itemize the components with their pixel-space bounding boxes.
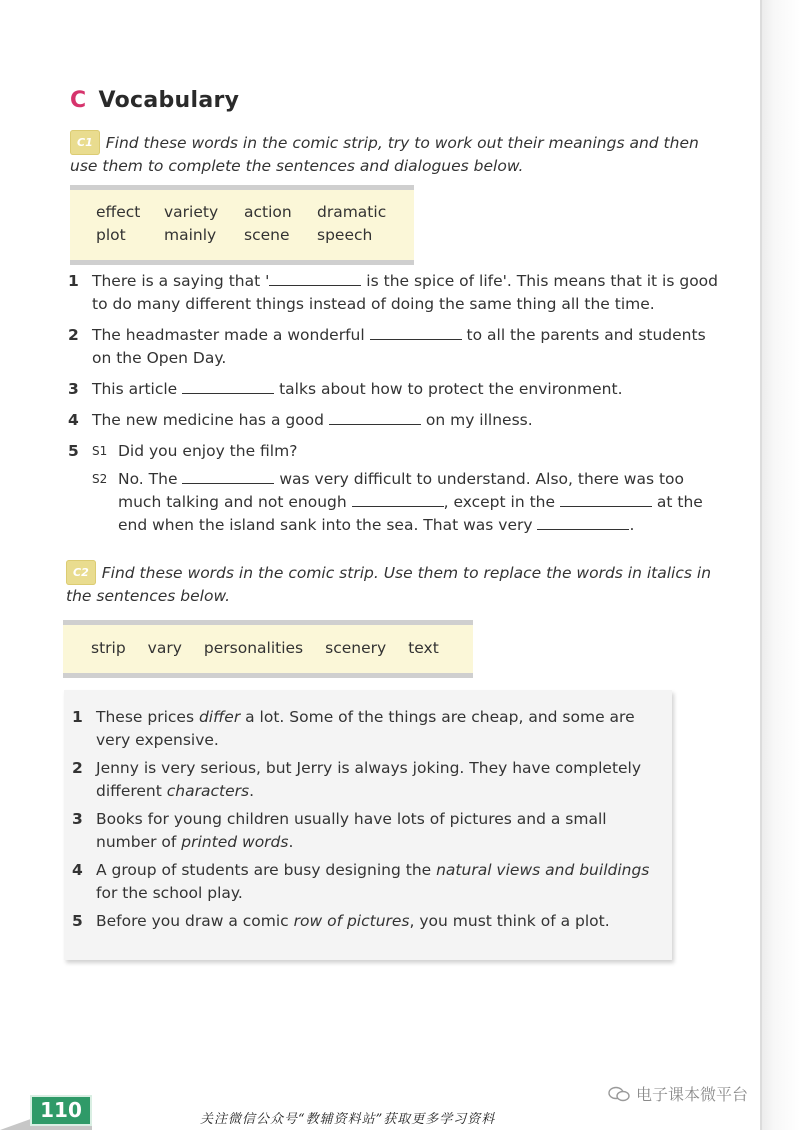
item-number: 4	[72, 861, 83, 879]
watermark	[608, 1082, 748, 1105]
italic-phrase: printed words	[181, 833, 289, 851]
c2-tag: C2	[66, 560, 96, 585]
word-option: dramatic	[317, 203, 387, 221]
word-option: plot	[96, 226, 126, 244]
item-number: 5	[72, 912, 83, 930]
c1-item-5	[68, 440, 728, 537]
item-number: 4	[68, 411, 79, 429]
item-number: 5	[68, 442, 79, 460]
speaker-label: S2	[92, 472, 108, 486]
word-option: vary	[147, 639, 182, 657]
section-title	[70, 88, 239, 113]
answer-blank[interactable]	[182, 469, 274, 484]
word-option: personalities	[203, 639, 304, 657]
item-text: A group of students are busy designing the	[96, 861, 437, 879]
dialogue-s1	[92, 440, 728, 463]
c2-items	[72, 706, 662, 938]
italic-phrase: row of pictures	[293, 912, 410, 930]
item-number: 1	[68, 272, 79, 290]
item-text: a lot. Some of the things are cheap, and some are very expensive.	[96, 708, 635, 749]
item-text-b: on my illness.	[420, 411, 533, 429]
word-option: variety	[164, 203, 219, 221]
item-text: Before you draw a comic	[96, 912, 294, 930]
c1-item-2	[68, 324, 728, 370]
item-text-b: to all the parents and students on the Open Day.	[92, 326, 706, 367]
section-title-text: Vocabulary	[98, 88, 240, 113]
c2-word-box	[63, 620, 473, 678]
item-text-b: is the spice of life'. This means that it is good to do many different things instead of doing the same thing all the time.	[92, 272, 718, 313]
word-option: scene	[244, 226, 290, 244]
speaker-label: S1	[92, 444, 108, 458]
item-text: .	[249, 782, 255, 800]
dialogue-text: was very difficult to understand. Also, there was too much talking and not enough	[118, 470, 685, 511]
item-number: 3	[68, 380, 79, 398]
answer-blank[interactable]	[537, 515, 629, 530]
word-option: effect	[96, 203, 141, 221]
item-text-a: There is a saying that '	[92, 272, 270, 290]
item-number: 3	[72, 810, 83, 828]
answer-blank[interactable]	[370, 325, 462, 340]
item-number: 2	[68, 326, 79, 344]
item-text-b: talks about how to protect the environment.	[274, 380, 623, 398]
answer-blank[interactable]	[269, 271, 361, 286]
page-number-badge	[0, 1085, 100, 1130]
word-option: mainly	[164, 226, 217, 244]
c1-word-box	[70, 185, 414, 265]
page-number: 110	[30, 1095, 92, 1126]
item-text: Jenny is very serious, but Jerry is always joking. They have completely different	[96, 759, 642, 800]
c1-item-1	[68, 270, 728, 316]
item-text: These prices	[96, 708, 199, 726]
dialogue-text: No. The	[118, 470, 183, 488]
answer-blank[interactable]	[352, 492, 444, 507]
dialogue-text: .	[629, 516, 635, 534]
c2-instruction-text: Find these words in the comic strip. Use them to replace the words in italics in the sentences below.	[66, 564, 712, 605]
footer-note: 关注微信公众号“教辅资料站”获取更多学习资料	[200, 1112, 496, 1127]
page-edge	[762, 0, 800, 1130]
c1-items	[68, 270, 728, 545]
c2-item-4	[72, 859, 662, 905]
item-text-a: This article	[92, 380, 183, 398]
c1-item-4	[68, 409, 728, 432]
dialogue-text: Did you enjoy the film?	[118, 442, 298, 460]
c1-instruction-text: Find these words in the comic strip, try to work out their meanings and then use them to complete the sentences and dialogues below.	[70, 134, 699, 175]
italic-phrase: differ	[198, 708, 241, 726]
dialogue-s2	[92, 468, 728, 537]
word-option: scenery	[325, 639, 387, 657]
c2-instruction	[66, 560, 726, 608]
item-text: Books for young children usually have lots of pictures and a small number of	[96, 810, 607, 851]
item-text: for the school play.	[96, 884, 243, 902]
italic-phrase: natural views and buildings	[436, 861, 650, 879]
item-text-a: The headmaster made a wonderful	[92, 326, 370, 344]
c1-tag: C1	[70, 130, 100, 155]
word-option: text	[408, 639, 439, 657]
c1-instruction	[70, 130, 730, 178]
watermark-text: 电子课本微平台	[636, 1085, 749, 1104]
c1-item-3	[68, 378, 728, 401]
c2-item-1	[72, 706, 662, 752]
section-letter: C	[70, 88, 87, 113]
c2-item-2	[72, 757, 662, 803]
wechat-icon	[608, 1086, 630, 1102]
item-number: 2	[72, 759, 83, 777]
word-option: strip	[91, 639, 126, 657]
dialogue-text: , except in the	[443, 493, 560, 511]
dialogue-text: at the end when the island sank into the sea. That was very	[118, 493, 703, 534]
word-option: speech	[317, 226, 373, 244]
item-text-a: The new medicine has a good	[92, 411, 329, 429]
item-number: 1	[72, 708, 83, 726]
c2-item-3	[72, 808, 662, 854]
item-text: , you must think of a plot.	[409, 912, 610, 930]
item-text: .	[288, 833, 294, 851]
word-option: action	[244, 203, 292, 221]
italic-phrase: characters	[166, 782, 250, 800]
answer-blank[interactable]	[182, 379, 274, 394]
answer-blank[interactable]	[560, 492, 652, 507]
c2-item-5	[72, 910, 662, 933]
answer-blank[interactable]	[329, 410, 421, 425]
